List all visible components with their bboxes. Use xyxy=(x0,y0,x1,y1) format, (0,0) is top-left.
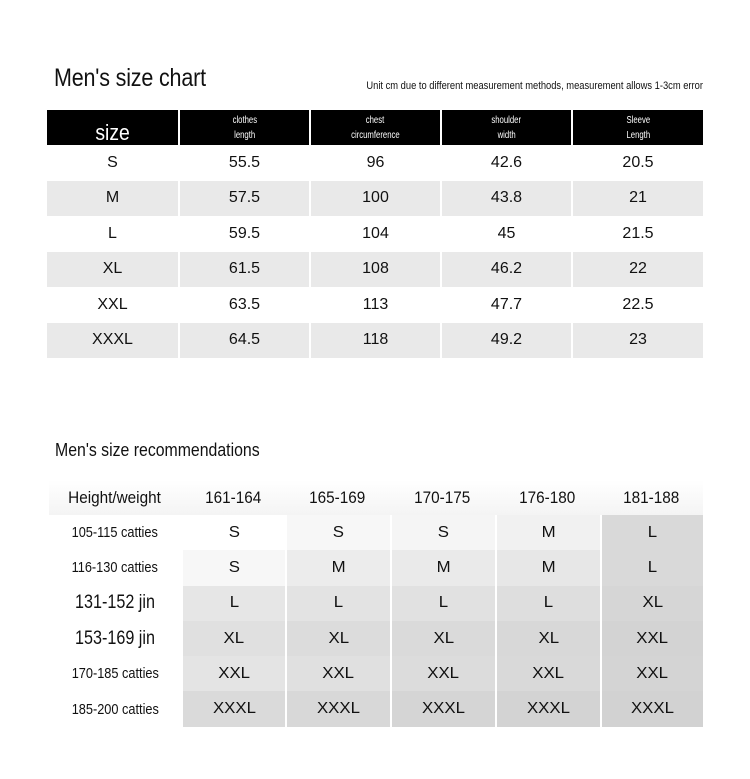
recommended-size-cell: XXXL xyxy=(600,691,703,726)
recommended-size-cell: L xyxy=(285,586,390,621)
measurement-cell: 22.5 xyxy=(571,287,703,323)
measurement-cell: 113 xyxy=(309,287,440,323)
recommended-size-cell: M xyxy=(390,550,495,585)
size-label-cell: XL xyxy=(47,252,178,288)
measurement-cell: 23 xyxy=(571,323,703,359)
size-label-cell: S xyxy=(107,153,118,171)
recommended-size-cell: L xyxy=(600,515,703,550)
measurement-cell: 22 xyxy=(571,252,703,288)
measurement-cell: 57.5 xyxy=(178,181,309,217)
weight-range-label: 131-152 jin xyxy=(75,592,155,614)
recommended-size-cell: XL xyxy=(285,621,390,656)
page-title: Men's size chart xyxy=(54,64,206,92)
recommendations-body xyxy=(49,515,703,727)
recommended-size-cell: XXXL xyxy=(390,691,495,726)
measurement-cell: 63.5 xyxy=(178,287,309,323)
recommended-size-cell: XXL xyxy=(181,656,285,691)
header-chest-circumference: chest circumference xyxy=(309,110,440,145)
size-label-cell: XXL xyxy=(97,295,128,313)
recommended-size-cell: M xyxy=(495,515,600,550)
table-row xyxy=(47,287,703,323)
recommended-size-cell: XL xyxy=(390,621,495,656)
table-row xyxy=(49,550,703,585)
recommended-size-cell: S xyxy=(390,515,495,550)
measurement-cell: 42.6 xyxy=(440,145,571,181)
measurement-cell: 55.5 xyxy=(178,145,309,181)
measurement-cell: 43.8 xyxy=(440,181,571,217)
size-label-cell: L xyxy=(108,224,117,242)
header-height-range: 165-169 xyxy=(285,480,390,515)
header-height-weight: Height/weight xyxy=(49,480,181,515)
header-height-range: 181-188 xyxy=(600,480,703,515)
header-size: size xyxy=(47,110,178,145)
table-row xyxy=(47,145,703,181)
recommended-size-cell: S xyxy=(285,515,390,550)
table-row xyxy=(49,621,703,656)
recommended-size-cell: S xyxy=(181,550,285,585)
table-row xyxy=(49,515,703,550)
recommended-size-cell: XL xyxy=(600,586,703,621)
size-label-cell: XXXL xyxy=(47,323,178,359)
header-height-range: 176-180 xyxy=(495,480,600,515)
recommended-size-cell: XXXL xyxy=(181,691,285,726)
recommendations-title: Men's size recommendations xyxy=(55,440,260,460)
measurement-cell: 100 xyxy=(309,181,440,217)
table-row xyxy=(47,181,703,217)
table-row xyxy=(49,586,703,621)
header-height-range: 170-175 xyxy=(390,480,495,515)
measurement-cell: 49.2 xyxy=(440,323,571,359)
recommended-size-cell: M xyxy=(285,550,390,585)
recommended-size-cell: XXL xyxy=(390,656,495,691)
recommended-size-cell: L xyxy=(181,586,285,621)
recommended-size-cell: XXL xyxy=(285,656,390,691)
table-row xyxy=(47,252,703,288)
measurement-cell: 21.5 xyxy=(571,216,703,252)
recommendations-table xyxy=(49,480,703,727)
table-row xyxy=(49,656,703,691)
recommendations-header xyxy=(49,480,703,515)
table-row xyxy=(49,691,703,726)
measurement-cell: 104 xyxy=(309,216,440,252)
measurement-cell: 46.2 xyxy=(440,252,571,288)
size-label-cell: M xyxy=(47,181,178,217)
measurement-cell: 45 xyxy=(440,216,571,252)
recommended-size-cell: XXL xyxy=(600,656,703,691)
recommended-size-cell: XL xyxy=(495,621,600,656)
weight-range-label: 116-130 catties xyxy=(71,559,159,577)
measurement-cell: 118 xyxy=(309,323,440,359)
measurement-cell: 47.7 xyxy=(440,287,571,323)
size-chart-table xyxy=(47,110,703,358)
header-height-range: 161-164 xyxy=(181,480,285,515)
weight-range-label: 185-200 catties xyxy=(71,700,159,718)
weight-range-label: 105-115 catties xyxy=(71,524,159,542)
recommended-size-cell: S xyxy=(181,515,285,550)
table-row xyxy=(47,323,703,359)
measurement-cell: 59.5 xyxy=(178,216,309,252)
recommended-size-cell: XL xyxy=(181,621,285,656)
table-row xyxy=(47,216,703,252)
header-clothes-length: clothes length xyxy=(178,110,309,145)
recommended-size-cell: L xyxy=(495,586,600,621)
measurement-cell: 61.5 xyxy=(178,252,309,288)
header-shoulder-width: shoulder width xyxy=(440,110,571,145)
measurement-cell: 64.5 xyxy=(178,323,309,359)
recommended-size-cell: M xyxy=(495,550,600,585)
measurement-cell: 108 xyxy=(309,252,440,288)
recommended-size-cell: L xyxy=(600,550,703,585)
recommended-size-cell: XXL xyxy=(600,621,703,656)
weight-range-label: 170-185 catties xyxy=(71,665,159,683)
recommended-size-cell: XXL xyxy=(495,656,600,691)
size-chart-body xyxy=(47,145,703,358)
measurement-cell: 20.5 xyxy=(571,145,703,181)
size-chart-header xyxy=(47,110,703,145)
measurement-cell: 21 xyxy=(571,181,703,217)
recommended-size-cell: XXXL xyxy=(285,691,390,726)
measurement-cell: 96 xyxy=(309,145,440,181)
unit-note: Unit cm due to different measurement methods, measurement allows 1-3cm error xyxy=(366,80,703,92)
recommended-size-cell: L xyxy=(390,586,495,621)
weight-range-label: 153-169 jin xyxy=(75,627,155,649)
header-sleeve-length: Sleeve Length xyxy=(571,110,703,145)
recommended-size-cell: XXXL xyxy=(495,691,600,726)
